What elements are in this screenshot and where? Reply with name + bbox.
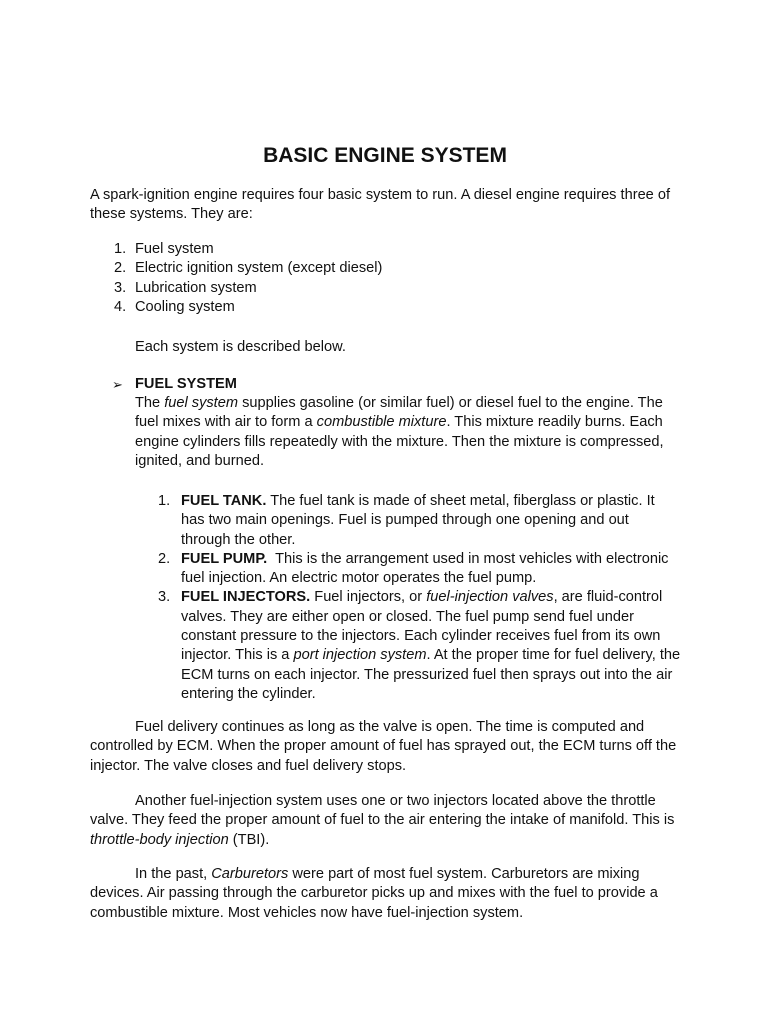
part-name: FUEL TANK. (181, 493, 267, 509)
list-item-label: Lubrication system (135, 279, 257, 296)
tbi-paragraph (90, 792, 680, 850)
body-text: The fuel tank is made of sheet metal, fiberglass or plastic. It has two main openings. Fuel is pumped through one opening and out through the other. (181, 493, 655, 548)
list-number: 2. (158, 550, 171, 567)
italic-term: combustible mixture (316, 414, 447, 431)
list-item (90, 259, 382, 278)
part-name: FUEL PUMP. (181, 550, 268, 567)
list-number: 4. (114, 298, 127, 315)
intro-paragraph: A spark-ignition engine requires four basic system to run. A diesel engine requires three of these systems. They are: (90, 187, 671, 223)
list-item-text (181, 588, 681, 704)
systems-list (90, 240, 382, 317)
body-text: were part of most fuel system. Carburetors are mixing devices. Air passing through the carburetor picks up and mixes with the fuel to provide a combustible mixture. Most vehicles now have fuel-injection system. (90, 866, 658, 921)
italic-term: throttle-body injection (90, 831, 229, 848)
fuel-delivery-paragraph: Fuel delivery continues as long as the valve is open. The time is computed and controlled by ECM. When the proper amount of fuel has sprayed out, the ECM turns off the injector. The valve closes and fuel delivery stops. (90, 719, 677, 774)
body-text: supplies gasoline (or similar fuel) or diesel fuel to the engine. The fuel mixes with air to form a (135, 395, 663, 431)
body-text: The (135, 395, 165, 411)
body-text: In the past, (135, 866, 212, 882)
arrow-bullet-icon: ➢ (112, 377, 123, 392)
list-number: 3. (158, 589, 171, 606)
italic-term: fuel-injection valves (426, 589, 554, 606)
each-system-note: Each system is described below. (135, 339, 346, 355)
list-item (90, 298, 382, 317)
list-number: 1. (114, 241, 127, 257)
part-name: FUEL INJECTORS. (181, 589, 311, 606)
body-text: , are fluid-control valves. They are either open or closed. The fuel pump send fuel under constant pressure to the injectors. Each cylinder receives fuel from its own injector. This is a (181, 589, 663, 664)
italic-term: fuel system (164, 395, 239, 411)
list-item (90, 550, 690, 589)
list-item-text (181, 492, 681, 550)
italic-term: Carburetors (211, 866, 289, 882)
list-item-label: Electric ignition system (except diesel) (135, 260, 383, 277)
list-item-label: Cooling system (135, 298, 235, 315)
list-item-label: Fuel system (135, 241, 214, 257)
italic-term: port injection system (293, 647, 427, 664)
list-item (90, 492, 690, 550)
list-item (90, 588, 690, 704)
section-body (135, 394, 680, 471)
list-number: 3. (114, 279, 127, 296)
body-text: (TBI). (228, 831, 270, 848)
list-number: 1. (158, 493, 171, 509)
list-item (90, 279, 382, 298)
fuel-parts-list (90, 492, 690, 704)
list-number: 2. (114, 260, 127, 277)
body-text: . This mixture readily burns. Each engine cylinders fills repeatedly with the mixture. Then the mixture is compressed, ignited, and burned. (135, 414, 664, 469)
list-item (90, 240, 382, 259)
body-text: This is the arrangement used in most vehicles with electronic fuel injection. An electric motor operates the fuel pump. (181, 550, 673, 587)
body-text: . At the proper time for fuel delivery, the ECM turns on each injector. The pressurized fuel then sprays out into the air entering the cylinder. (181, 647, 681, 702)
document-title: BASIC ENGINE SYSTEM (263, 144, 507, 167)
section-heading: FUEL SYSTEM (135, 376, 237, 392)
carburetor-paragraph (90, 865, 680, 923)
body-text: Fuel injectors, or (310, 589, 427, 606)
body-text: Another fuel-injection system uses one or two injectors located above the throttle valve. They feed the proper amount of fuel to the air entering the intake of manifold. This is (90, 793, 675, 829)
list-item-text (181, 550, 681, 589)
